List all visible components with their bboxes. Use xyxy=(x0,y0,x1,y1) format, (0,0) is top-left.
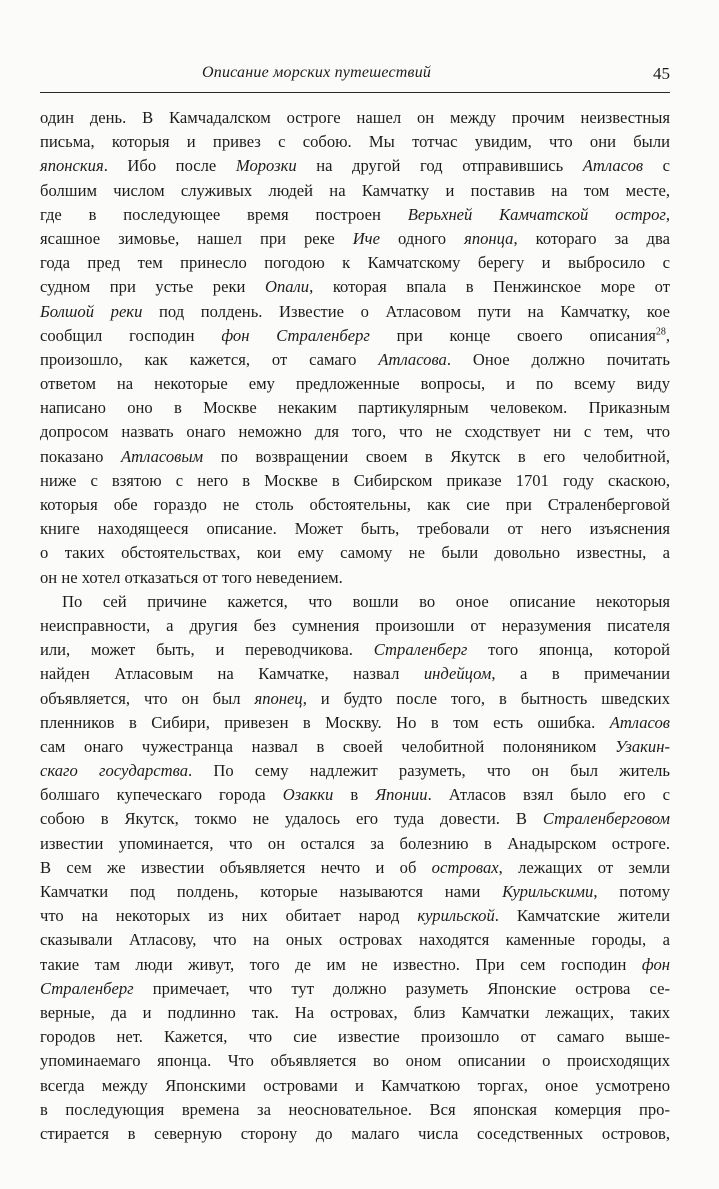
text-segment: или, может быть, и переводчикова. xyxy=(40,640,374,660)
italic-text: Озакки xyxy=(282,785,334,805)
text-segment: ясашное зимовье, нашел при реке xyxy=(40,228,353,248)
text-segment: сам онаго чужестранца назвал в своей челобитной полоняником xyxy=(40,736,616,756)
text-segment: , xyxy=(665,325,670,345)
text-line xyxy=(40,928,670,952)
italic-text: Страленберг xyxy=(373,640,468,660)
italic-text: фон Страленберг xyxy=(221,325,370,345)
text-segment: . Камчатские жители xyxy=(494,906,670,926)
italic-text: фон xyxy=(641,954,670,974)
text-segment: один день. В Камчадалском остроге нашел он между прочим неизвестныя xyxy=(40,108,670,127)
body-text xyxy=(40,106,670,1146)
text-line xyxy=(40,977,670,1001)
text-segment: одного xyxy=(379,228,465,248)
italic-text: японца xyxy=(464,228,514,248)
italic-text: Атласовым xyxy=(121,446,204,466)
text-segment: объявляется, что он был xyxy=(40,688,255,708)
italic-text: Атласова xyxy=(378,349,447,369)
text-line xyxy=(40,445,670,469)
text-segment: сообщил господин xyxy=(40,325,222,345)
text-line xyxy=(40,469,670,493)
text-line xyxy=(40,517,670,541)
text-segment: письма, которыя и привез с собою. Мы тотчас увидим, что они были xyxy=(40,132,670,152)
italic-text: Болшой реки xyxy=(40,301,143,321)
text-line xyxy=(40,541,670,565)
text-line xyxy=(40,106,670,130)
page-number: 45 xyxy=(653,64,670,83)
italic-text: Атласов xyxy=(609,712,670,732)
text-line xyxy=(40,807,670,831)
text-line xyxy=(40,783,670,807)
text-segment: сказывали Атласову, что на оных островах находятся каменные городы, а xyxy=(40,930,670,950)
text-line xyxy=(40,130,670,154)
text-segment: . По сему надлежит разуметь, что он был житель xyxy=(188,761,671,781)
text-segment: городов нет. Кажется, что сие известие произошло от самаго выше- xyxy=(40,1027,670,1047)
text-segment: где в последующее время построен xyxy=(40,204,408,224)
text-segment: В сем же известии объявляется нечто и об xyxy=(40,857,432,877)
text-segment: упоминаемаго японца. Что объявляется во оном описании о происходящих xyxy=(40,1051,670,1071)
italic-text: Морозки xyxy=(235,156,297,176)
text-segment: . Атласов взял было его с xyxy=(427,785,670,805)
text-segment: стирается в северную сторону до малаго числа соседственных островов, xyxy=(40,1123,670,1143)
text-line xyxy=(40,227,670,251)
text-segment: найден Атласовым на Камчатке, назвал xyxy=(40,664,424,684)
text-segment: под полдень. Известие о Атласовом пути на Камчатку, кое xyxy=(142,301,670,321)
text-segment: Камчатки под полдень, которые называются нами xyxy=(40,882,503,901)
italic-text: Японии xyxy=(375,785,428,805)
text-segment: с xyxy=(643,156,671,176)
text-segment: показано xyxy=(40,446,122,466)
text-segment: ниже с взятою с него в Москве в Сибирском приказе 1701 году скаскою, xyxy=(40,470,670,490)
text-segment: в последующия времена за неосновательное. Вся японская комерция про- xyxy=(40,1099,670,1119)
text-segment: которыя обе гораздо не столь обстоятельны, как сие при Страленберговой xyxy=(40,495,670,514)
italic-text: Страленберговом xyxy=(542,809,670,829)
italic-text: островах xyxy=(431,857,499,877)
footnote-ref: 28 xyxy=(655,326,666,338)
text-segment: По сей причине кажется, что вошли во оное описание некоторыя xyxy=(62,591,670,611)
header-rule xyxy=(40,92,670,93)
text-segment: , а в примечании xyxy=(491,664,670,684)
text-line xyxy=(40,275,670,299)
text-line xyxy=(40,566,670,590)
text-line xyxy=(40,1074,670,1098)
text-line xyxy=(40,904,670,928)
text-segment: известии упоминается, что он остался за болезнию в Анадырском остроге. xyxy=(40,833,670,853)
text-line xyxy=(40,638,670,662)
text-segment: такие там люди живут, того де им не известно. При сем господин xyxy=(40,954,642,974)
text-line xyxy=(40,372,670,396)
text-line xyxy=(40,832,670,856)
text-line xyxy=(40,154,670,178)
text-line xyxy=(40,1122,670,1146)
text-line xyxy=(40,1025,670,1049)
italic-text: скаго государства xyxy=(40,761,189,781)
text-segment: о таких обстоятельствах, кои ему самому не были довольно известны, а xyxy=(40,543,670,563)
text-segment: допросом назвать онаго неможно для того, что не сходствует ни с тем, что xyxy=(40,422,670,442)
italic-text: индейцом xyxy=(423,664,492,684)
text-line xyxy=(40,203,670,227)
text-line xyxy=(40,324,670,348)
text-line xyxy=(40,420,670,444)
text-segment: неисправности, а другия без сумнения произошли от неразумения писателя xyxy=(40,615,670,635)
text-segment: судном при устье реки xyxy=(40,277,265,297)
text-line xyxy=(40,687,670,711)
text-segment: в xyxy=(333,785,376,805)
text-line xyxy=(40,493,670,517)
italic-text: курильской xyxy=(417,906,495,926)
text-segment: болшаго купеческаго города xyxy=(40,785,283,805)
text-segment: пленников в Сибири, привезен в Москву. Но в том есть ошибка. xyxy=(40,712,610,732)
text-segment: . Ибо после xyxy=(103,156,236,176)
italic-text: Опали xyxy=(264,277,310,297)
text-line xyxy=(40,662,670,686)
text-segment: книге находящееся описание. Может быть, требовали от него изъяснения xyxy=(40,519,670,539)
text-line xyxy=(40,348,670,372)
italic-text: японец xyxy=(254,688,303,708)
text-segment: примечает, что тут должно разуметь Японские острова се- xyxy=(133,978,670,998)
text-segment: произошло, как кажется, от самаго xyxy=(40,349,379,369)
text-line xyxy=(40,300,670,324)
italic-text: Иче xyxy=(352,228,380,248)
text-segment: на другой год отправившись xyxy=(296,156,583,176)
text-line xyxy=(40,735,670,759)
text-segment: он не хотел отказаться от того неведением. xyxy=(40,567,343,587)
text-segment: , котораго за два xyxy=(513,228,670,248)
text-segment: , лежащих от земли xyxy=(498,857,670,877)
running-title: Описание морских путешествий xyxy=(202,64,432,81)
text-line xyxy=(40,590,670,614)
text-line xyxy=(40,1001,670,1025)
text-segment: что на некоторых из них обитает народ xyxy=(40,906,418,926)
text-line xyxy=(40,179,670,203)
text-segment: ответом на некоторые ему предложенные вопросы, и по всему виду xyxy=(40,374,670,394)
text-line xyxy=(40,396,670,420)
text-segment: болшим числом служивых людей на Камчатку и поставив на том месте, xyxy=(40,180,670,200)
text-line xyxy=(40,1049,670,1073)
text-line xyxy=(40,1098,670,1122)
italic-text: Страленберг xyxy=(40,978,134,998)
italic-text: японския xyxy=(40,156,104,176)
text-line xyxy=(40,880,670,904)
text-segment: написано оно в Москве некаким партикулярным человеком. Приказным xyxy=(40,398,670,418)
italic-text: Верьхней Камчатской острог xyxy=(407,204,666,224)
text-segment: , и будто после того, в бытность шведских xyxy=(302,688,670,708)
italic-text: Узакин- xyxy=(615,736,670,756)
italic-text: Атласов xyxy=(582,156,644,176)
text-segment: . Оное должно почитать xyxy=(446,349,671,369)
text-line xyxy=(40,711,670,735)
text-segment: при конце своего описания xyxy=(369,325,656,345)
text-segment: , xyxy=(665,204,670,224)
text-segment: по возвращении своем в Якутск в его челобитной, xyxy=(203,446,670,466)
text-segment: всегда между Японскими островами и Камчаткою торгах, оное усмотрено xyxy=(40,1075,670,1095)
page-header xyxy=(40,64,670,86)
text-segment: того японца, которой xyxy=(467,640,670,660)
italic-text: Курильскими xyxy=(502,882,594,901)
text-segment: , которая впала в Пенжинское море от xyxy=(309,277,670,297)
text-segment: года пред тем принесло погодою к Камчатскому берегу и выбросило с xyxy=(40,253,670,273)
text-line xyxy=(40,953,670,977)
text-line xyxy=(40,251,670,275)
text-line xyxy=(40,856,670,880)
text-line xyxy=(40,614,670,638)
text-line xyxy=(40,759,670,783)
text-segment: , потому xyxy=(593,882,670,901)
text-segment: собою в Якутск, токмо не удалось его туда довести. В xyxy=(40,809,543,829)
text-segment: верные, да и подлинно так. На островах, близ Камчатки лежащих, таких xyxy=(40,1002,670,1022)
